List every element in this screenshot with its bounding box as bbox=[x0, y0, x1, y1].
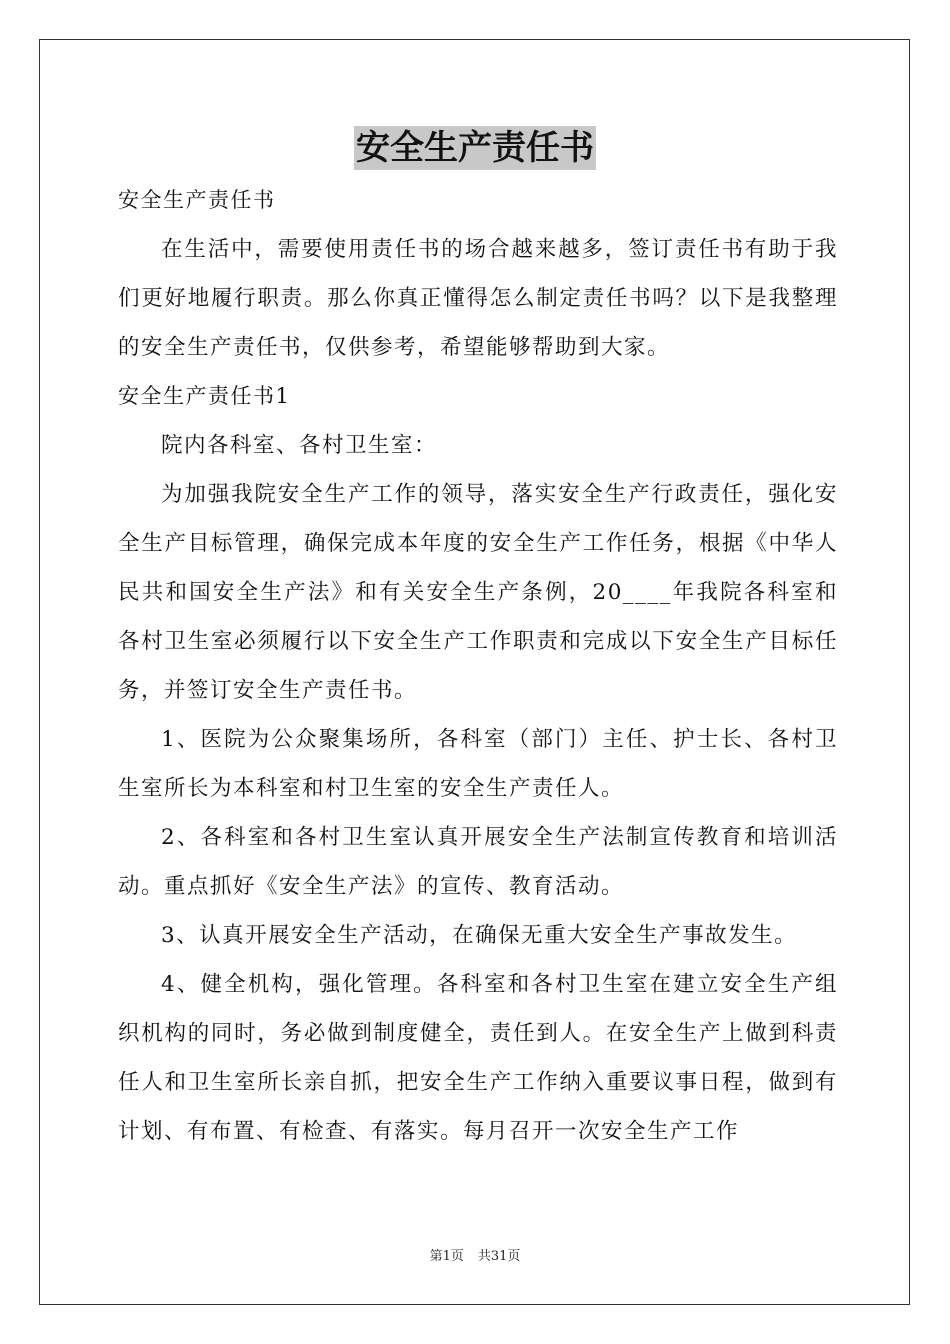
page-footer bbox=[0, 1245, 950, 1264]
page-number: 第1页 bbox=[429, 1249, 464, 1264]
paragraph-purpose: 为加强我院安全生产工作的领导，落实安全生产行政责任，强化安全生产目标管理，确保完成本年度的安全生产工作任务，根据《中华人民共和国安全生产法》和有关安全生产条例，20____年我院各科室和各村卫生室必须履行以下安全生产工作职责和完成以下安全生产目标任务，并签订安全生产责任书。 bbox=[118, 482, 838, 703]
paragraph-item-4: 4、健全机构，强化管理。各科室和各村卫生室在建立安全生产组织机构的同时，务必做到制度健全，责任到人。在安全生产上做到科责任人和卫生室所长亲自抓，把安全生产工作纳入重要议事日程，做到有计划、有布置、有检查、有落实。每月召开一次安全生产工作 bbox=[118, 972, 838, 1144]
paragraph-item-2: 2、各科室和各村卫生室认真开展安全生产法制宣传教育和培训活动。重点抓好《安全生产法》的宣传、教育活动。 bbox=[118, 825, 838, 899]
document-body bbox=[118, 176, 838, 1156]
paragraph-item-1: 1、医院为公众聚集场所，各科室（部门）主任、护士长、各村卫生室所长为本科室和村卫生室的安全生产责任人。 bbox=[118, 727, 838, 801]
document-title: 安全生产责任书 bbox=[356, 128, 594, 168]
title-container bbox=[0, 126, 950, 170]
page-total: 共31页 bbox=[477, 1249, 521, 1264]
paragraph-item-3: 3、认真开展安全生产活动，在确保无重大安全生产事故发生。 bbox=[161, 923, 798, 948]
paragraph-salutation: 院内各科室、各村卫生室： bbox=[161, 433, 438, 458]
paragraph-intro: 在生活中，需要使用责任书的场合越来越多，签订责任书有助于我们更好地履行职责。那么你真正懂得怎么制定责任书吗？以下是我整理的安全生产责任书，仅供参考，希望能够帮助到大家。 bbox=[118, 237, 838, 360]
paragraph-section-heading: 安全生产责任书1 bbox=[118, 384, 291, 408]
paragraph-subtitle: 安全生产责任书 bbox=[118, 188, 276, 212]
